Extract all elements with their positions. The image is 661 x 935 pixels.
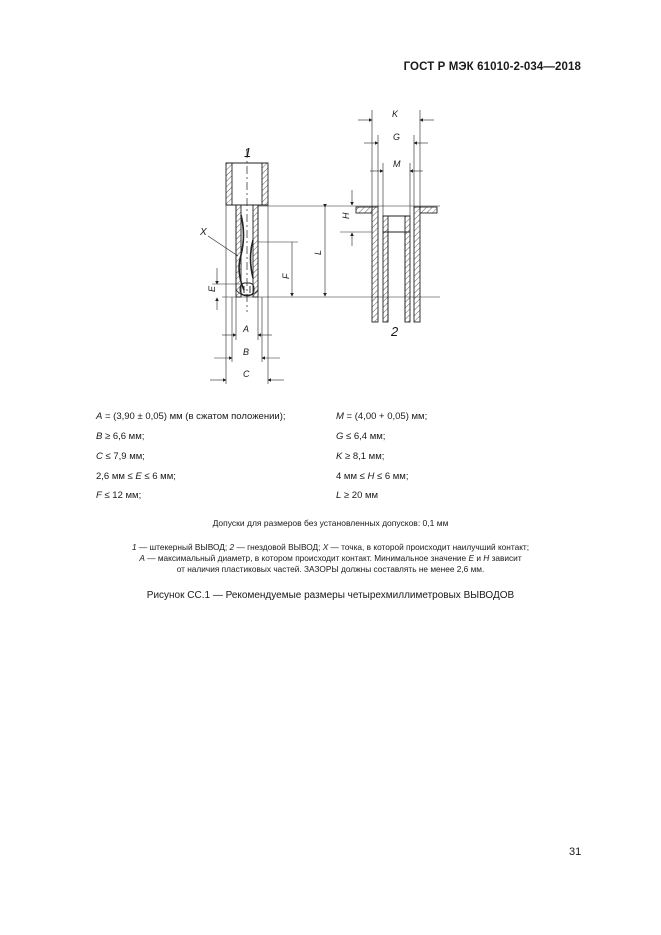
label-l: L	[313, 249, 323, 255]
spec-g: G ≤ 6,4 мм;	[336, 431, 386, 442]
spec-f: F ≤ 12 мм;	[96, 490, 142, 501]
document-header: ГОСТ Р МЭК 61010-2-034—2018	[403, 61, 581, 73]
legend-line-1: 1 — штекерный ВЫВОД; 2 — гнездовой ВЫВОД; X — точка, в которой происходит наилучший контакт;	[131, 542, 530, 552]
label-x: X	[200, 227, 207, 238]
figure-drawing	[0, 0, 661, 400]
spec-k: K ≥ 8,1 мм;	[336, 451, 385, 462]
label-g: G	[393, 132, 401, 142]
tolerance-note: Допуски для размеров без установленных допусков: 0,1 мм	[212, 518, 449, 528]
legend-line-3: от наличия пластиковых частей. ЗАЗОРЫ должны составлять не менее 2,6 мм.	[176, 564, 485, 574]
spec-m: M = (4,00 + 0,05) мм;	[336, 411, 428, 422]
legend-line-2: A — максимальный диаметр, в котором происходит контакт. Минимальное значение E и H зависит	[139, 553, 522, 563]
spec-l: L ≥ 20 мм	[336, 490, 379, 501]
label-c: C	[243, 369, 250, 379]
label-m: M	[393, 159, 401, 169]
spec-b: B ≥ 6,6 мм;	[96, 431, 145, 442]
label-k: K	[392, 109, 399, 119]
label-socket-number: 2	[391, 324, 399, 339]
label-plug-number: 1	[244, 145, 252, 160]
socket-terminal	[356, 207, 437, 322]
spec-a: A = (3,90 ± 0,05) мм (в сжатом положении);	[96, 411, 286, 422]
label-f: F	[281, 273, 291, 279]
label-e: E	[207, 285, 217, 292]
spec-c: C ≤ 7,9 мм;	[96, 451, 145, 462]
label-a: A	[243, 324, 250, 334]
spec-e: 2,6 мм ≤ E ≤ 6 мм;	[96, 471, 176, 482]
plug-terminal	[226, 150, 268, 312]
label-h: H	[341, 212, 351, 219]
page-number: 31	[569, 846, 582, 858]
spec-h: 4 мм ≤ H ≤ 6 мм;	[336, 471, 409, 482]
figure-caption: Рисунок СС.1 — Рекомендуемые размеры четырехмиллиметровых ВЫВОДОВ	[146, 590, 515, 601]
label-b: B	[243, 347, 250, 357]
